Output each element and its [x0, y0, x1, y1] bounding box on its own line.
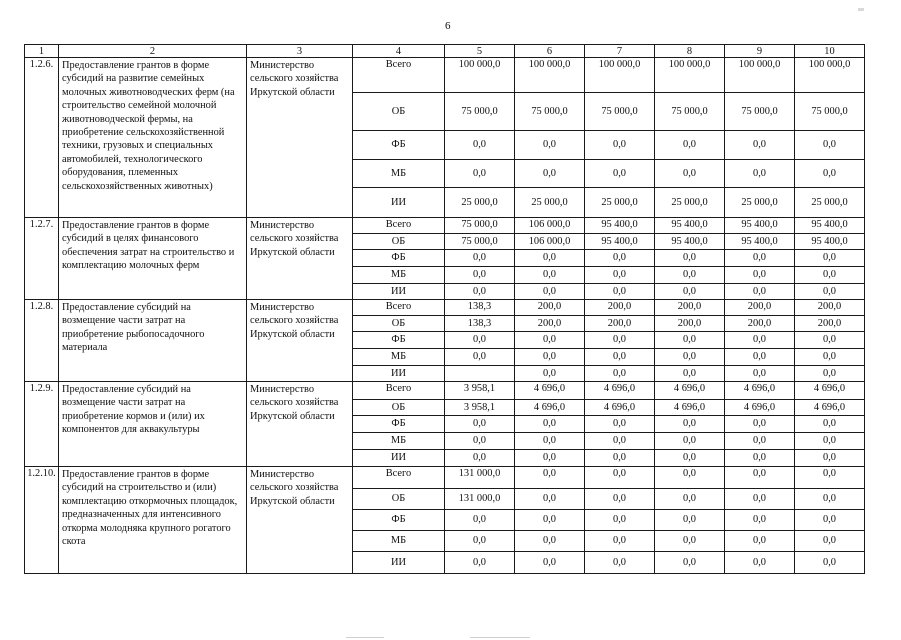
budget-table [24, 44, 865, 574]
amount-cell: 0,0 [445, 349, 515, 366]
item-number: 1.2.10. [25, 467, 59, 574]
item-number: 1.2.9. [25, 382, 59, 467]
amount-cell: 0,0 [725, 160, 795, 188]
funding-source: Всего [353, 58, 445, 93]
column-header: 2 [59, 45, 247, 58]
funding-source: МБ [353, 160, 445, 188]
amount-cell: 4 696,0 [515, 400, 585, 416]
amount-cell: 106 000,0 [515, 218, 585, 234]
amount-cell: 0,0 [725, 467, 795, 489]
amount-cell: 4 696,0 [725, 382, 795, 400]
amount-cell: 0,0 [655, 332, 725, 349]
item-number: 1.2.8. [25, 300, 59, 382]
amount-cell: 0,0 [515, 450, 585, 467]
amount-cell: 0,0 [515, 332, 585, 349]
amount-cell: 100 000,0 [445, 58, 515, 93]
amount-cell: 25 000,0 [585, 188, 655, 218]
amount-cell: 95 400,0 [795, 218, 865, 234]
amount-cell: 95 400,0 [585, 234, 655, 250]
amount-cell: 0,0 [655, 531, 725, 552]
amount-cell: 0,0 [585, 160, 655, 188]
amount-cell: 95 400,0 [655, 234, 725, 250]
amount-cell: 0,0 [515, 510, 585, 531]
amount-cell: 0,0 [515, 552, 585, 574]
funding-source: МБ [353, 433, 445, 450]
amount-cell: 75 000,0 [655, 93, 725, 131]
amount-cell: 95 400,0 [725, 234, 795, 250]
column-header: 10 [795, 45, 865, 58]
amount-cell: 0,0 [585, 416, 655, 433]
amount-cell: 0,0 [515, 416, 585, 433]
amount-cell: 0,0 [515, 284, 585, 300]
amount-cell: 100 000,0 [585, 58, 655, 93]
amount-cell: 0,0 [655, 366, 725, 382]
amount-cell: 0,0 [515, 160, 585, 188]
amount-cell: 0,0 [795, 531, 865, 552]
amount-cell: 25 000,0 [725, 188, 795, 218]
table-row [25, 58, 865, 93]
amount-cell: 0,0 [795, 349, 865, 366]
amount-cell: 0,0 [655, 160, 725, 188]
amount-cell: 106 000,0 [515, 234, 585, 250]
amount-cell: 0,0 [655, 489, 725, 510]
amount-cell [445, 366, 515, 382]
amount-cell: 4 696,0 [655, 382, 725, 400]
item-description: Предоставление грантов в форме субсидий в целях финансового обеспечения затрат на строительство и комплектацию молочных ферм [59, 218, 247, 300]
amount-cell: 25 000,0 [795, 188, 865, 218]
funding-source: МБ [353, 531, 445, 552]
amount-cell: 0,0 [655, 433, 725, 450]
amount-cell: 0,0 [725, 284, 795, 300]
amount-cell: 0,0 [795, 160, 865, 188]
amount-cell: 0,0 [445, 450, 515, 467]
amount-cell: 0,0 [445, 433, 515, 450]
amount-cell: 75 000,0 [445, 234, 515, 250]
item-description: Предоставление субсидий на возмещение части затрат на приобретение кормов и (или) их компонентов для аквакультуры [59, 382, 247, 467]
amount-cell: 131 000,0 [445, 467, 515, 489]
amount-cell: 0,0 [585, 250, 655, 267]
amount-cell: 0,0 [655, 450, 725, 467]
amount-cell: 0,0 [585, 531, 655, 552]
amount-cell: 100 000,0 [725, 58, 795, 93]
amount-cell: 138,3 [445, 300, 515, 316]
amount-cell: 0,0 [515, 467, 585, 489]
amount-cell: 0,0 [795, 250, 865, 267]
amount-cell: 0,0 [515, 489, 585, 510]
funding-source: ОБ [353, 93, 445, 131]
amount-cell: 0,0 [725, 250, 795, 267]
funding-source: ФБ [353, 416, 445, 433]
amount-cell: 75 000,0 [515, 93, 585, 131]
responsible-ministry: Министерство сельского хозяйства Иркутской области [247, 467, 353, 574]
amount-cell: 100 000,0 [655, 58, 725, 93]
item-number: 1.2.7. [25, 218, 59, 300]
amount-cell: 0,0 [585, 433, 655, 450]
amount-cell: 0,0 [585, 450, 655, 467]
amount-cell: 0,0 [795, 366, 865, 382]
amount-cell: 0,0 [445, 284, 515, 300]
funding-source: ОБ [353, 400, 445, 416]
item-description: Предоставление грантов в форме субсидий на строительство и (или) комплектацию откормочных площадок, предназначенных для интенсивного откорма молодняка крупного рогатого скота [59, 467, 247, 574]
amount-cell: 0,0 [445, 131, 515, 160]
amount-cell: 200,0 [655, 300, 725, 316]
amount-cell: 0,0 [515, 250, 585, 267]
amount-cell: 0,0 [795, 416, 865, 433]
amount-cell: 0,0 [795, 284, 865, 300]
funding-source: ИИ [353, 284, 445, 300]
responsible-ministry: Министерство сельского хозяйства Иркутской области [247, 382, 353, 467]
column-header: 8 [655, 45, 725, 58]
amount-cell: 200,0 [725, 316, 795, 332]
amount-cell: 0,0 [725, 433, 795, 450]
column-header: 9 [725, 45, 795, 58]
amount-cell: 75 000,0 [445, 218, 515, 234]
funding-source: Всего [353, 300, 445, 316]
amount-cell: 4 696,0 [795, 382, 865, 400]
amount-cell: 0,0 [725, 349, 795, 366]
amount-cell: 4 696,0 [585, 382, 655, 400]
amount-cell: 4 696,0 [655, 400, 725, 416]
funding-source: ИИ [353, 450, 445, 467]
amount-cell: 0,0 [585, 332, 655, 349]
amount-cell: 0,0 [585, 267, 655, 284]
funding-source: МБ [353, 349, 445, 366]
amount-cell: 95 400,0 [655, 218, 725, 234]
amount-cell: 0,0 [655, 552, 725, 574]
funding-source: ОБ [353, 316, 445, 332]
amount-cell: 0,0 [585, 552, 655, 574]
amount-cell: 0,0 [655, 250, 725, 267]
amount-cell: 0,0 [655, 131, 725, 160]
amount-cell: 0,0 [585, 366, 655, 382]
amount-cell: 100 000,0 [515, 58, 585, 93]
table-row [25, 218, 865, 234]
amount-cell: 0,0 [445, 160, 515, 188]
amount-cell: 200,0 [585, 300, 655, 316]
amount-cell: 0,0 [795, 467, 865, 489]
funding-source: ОБ [353, 234, 445, 250]
amount-cell: 200,0 [515, 316, 585, 332]
amount-cell: 200,0 [795, 316, 865, 332]
funding-source: Всего [353, 467, 445, 489]
amount-cell: 0,0 [445, 250, 515, 267]
amount-cell: 0,0 [795, 267, 865, 284]
funding-source: ФБ [353, 131, 445, 160]
item-number: 1.2.6. [25, 58, 59, 218]
column-header: 3 [247, 45, 353, 58]
amount-cell: 0,0 [445, 267, 515, 284]
amount-cell: 0,0 [795, 489, 865, 510]
amount-cell: 95 400,0 [795, 234, 865, 250]
amount-cell: 0,0 [655, 267, 725, 284]
amount-cell: 0,0 [795, 433, 865, 450]
amount-cell: 0,0 [725, 531, 795, 552]
amount-cell: 0,0 [795, 450, 865, 467]
funding-source: ФБ [353, 510, 445, 531]
amount-cell: 0,0 [725, 267, 795, 284]
responsible-ministry: Министерство сельского хозяйства Иркутской области [247, 58, 353, 218]
funding-source: Всего [353, 218, 445, 234]
page-number: 6 [445, 20, 451, 32]
table-body [25, 45, 865, 574]
column-header: 4 [353, 45, 445, 58]
amount-cell: 0,0 [795, 131, 865, 160]
amount-cell: 3 958,1 [445, 382, 515, 400]
amount-cell: 4 696,0 [795, 400, 865, 416]
amount-cell: 0,0 [585, 510, 655, 531]
column-header: 6 [515, 45, 585, 58]
amount-cell: 0,0 [795, 510, 865, 531]
amount-cell: 0,0 [445, 416, 515, 433]
amount-cell: 200,0 [795, 300, 865, 316]
amount-cell: 0,0 [655, 349, 725, 366]
amount-cell: 0,0 [725, 450, 795, 467]
funding-source: ОБ [353, 489, 445, 510]
amount-cell: 200,0 [585, 316, 655, 332]
amount-cell: 0,0 [585, 489, 655, 510]
amount-cell: 0,0 [795, 552, 865, 574]
item-description: Предоставление грантов в форме субсидий на развитие семейных молочных животноводческих ферм (на строительство семейной молочной животноводческой фермы, на приобретение сельскохозяйственной техники, грузовых и специальных автомобилей, технологического оборудования, племенных сельскохозяйственных животных) [59, 58, 247, 218]
amount-cell: 200,0 [515, 300, 585, 316]
responsible-ministry: Министерство сельского хозяйства Иркутской области [247, 300, 353, 382]
amount-cell: 25 000,0 [445, 188, 515, 218]
amount-cell: 131 000,0 [445, 489, 515, 510]
amount-cell: 0,0 [725, 332, 795, 349]
responsible-ministry: Министерство сельского хозяйства Иркутской области [247, 218, 353, 300]
amount-cell: 75 000,0 [795, 93, 865, 131]
amount-cell: 75 000,0 [445, 93, 515, 131]
column-header: 5 [445, 45, 515, 58]
amount-cell: 95 400,0 [585, 218, 655, 234]
amount-cell: 0,0 [445, 332, 515, 349]
amount-cell: 200,0 [655, 316, 725, 332]
scan-mark [858, 8, 864, 11]
amount-cell: 0,0 [725, 552, 795, 574]
amount-cell: 4 696,0 [515, 382, 585, 400]
amount-cell: 0,0 [515, 349, 585, 366]
funding-source: ИИ [353, 188, 445, 218]
amount-cell: 0,0 [725, 510, 795, 531]
funding-source: ФБ [353, 250, 445, 267]
item-description: Предоставление субсидий на возмещение части затрат на приобретение рыбопосадочного материала [59, 300, 247, 382]
amount-cell: 0,0 [795, 332, 865, 349]
column-header-row [25, 45, 865, 58]
amount-cell: 138,3 [445, 316, 515, 332]
amount-cell: 0,0 [725, 131, 795, 160]
amount-cell: 0,0 [515, 433, 585, 450]
column-header: 7 [585, 45, 655, 58]
amount-cell: 0,0 [445, 510, 515, 531]
table-row [25, 300, 865, 316]
amount-cell: 0,0 [725, 366, 795, 382]
amount-cell: 0,0 [655, 510, 725, 531]
amount-cell: 0,0 [515, 131, 585, 160]
amount-cell: 0,0 [445, 531, 515, 552]
scan-artifact-line [470, 637, 530, 638]
funding-source: МБ [353, 267, 445, 284]
amount-cell: 0,0 [445, 552, 515, 574]
amount-cell: 0,0 [515, 531, 585, 552]
column-header: 1 [25, 45, 59, 58]
amount-cell: 0,0 [515, 366, 585, 382]
amount-cell: 0,0 [655, 416, 725, 433]
amount-cell: 0,0 [585, 284, 655, 300]
amount-cell: 200,0 [725, 300, 795, 316]
amount-cell: 0,0 [655, 467, 725, 489]
table-row [25, 382, 865, 400]
amount-cell: 100 000,0 [795, 58, 865, 93]
table-row [25, 467, 865, 489]
amount-cell: 95 400,0 [725, 218, 795, 234]
scan-artifact-line [346, 637, 384, 638]
amount-cell: 0,0 [725, 416, 795, 433]
funding-source: ИИ [353, 552, 445, 574]
funding-source: Всего [353, 382, 445, 400]
amount-cell: 0,0 [725, 489, 795, 510]
amount-cell: 0,0 [585, 349, 655, 366]
amount-cell: 25 000,0 [655, 188, 725, 218]
amount-cell: 0,0 [515, 267, 585, 284]
funding-source: ФБ [353, 332, 445, 349]
funding-source: ИИ [353, 366, 445, 382]
amount-cell: 25 000,0 [515, 188, 585, 218]
amount-cell: 3 958,1 [445, 400, 515, 416]
amount-cell: 4 696,0 [585, 400, 655, 416]
amount-cell: 0,0 [585, 131, 655, 160]
amount-cell: 4 696,0 [725, 400, 795, 416]
amount-cell: 75 000,0 [585, 93, 655, 131]
amount-cell: 0,0 [655, 284, 725, 300]
amount-cell: 75 000,0 [725, 93, 795, 131]
amount-cell: 0,0 [585, 467, 655, 489]
